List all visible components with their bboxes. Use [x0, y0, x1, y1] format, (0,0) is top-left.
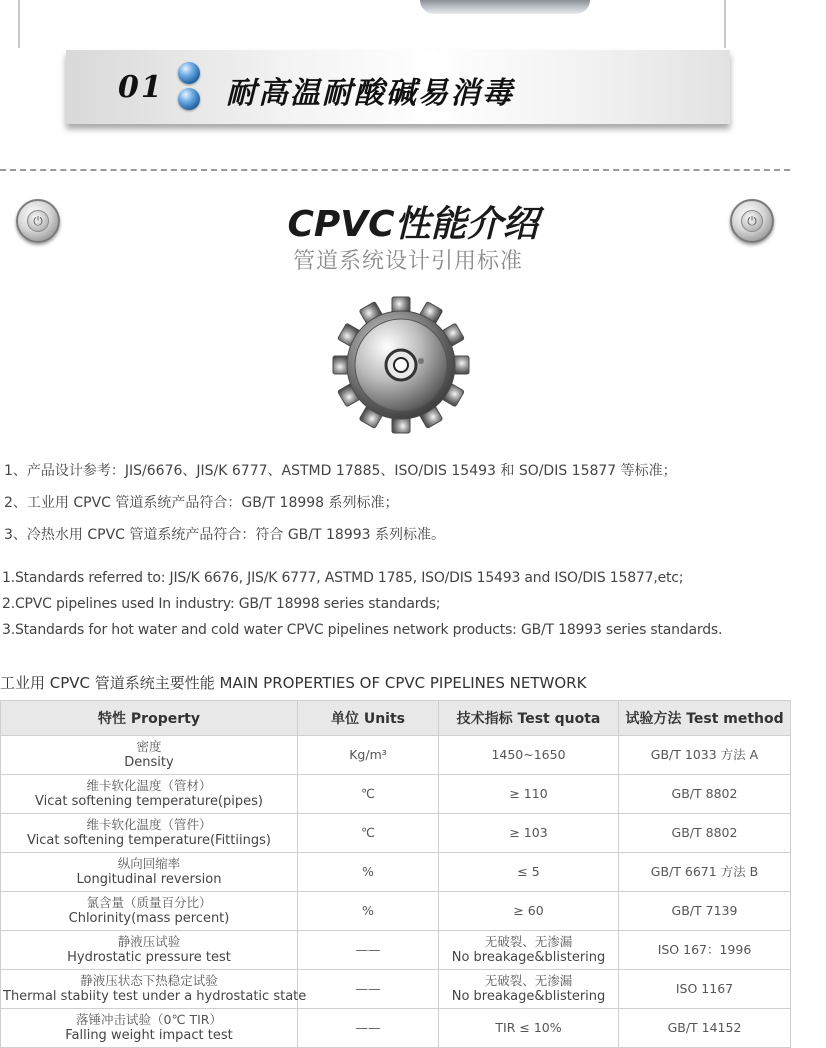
property-cell [1, 970, 307, 1009]
list-item: 3.Standards for hot water and cold water CPVC pipelines network products: GB/T 18993 series standards. [2, 622, 723, 638]
unit-cell: —— [298, 1009, 439, 1048]
method-cell: GB/T 8802 [619, 775, 791, 814]
section-subtitle: 管道系统设计引用标准 [292, 249, 523, 274]
method-cell: GB/T 8802 [619, 814, 791, 853]
method-cell: GB/T 6671 方法 B [619, 853, 791, 892]
property-cn: 静液压状态下热稳定试验 [80, 973, 218, 988]
unit-cell: % [298, 892, 439, 931]
method-cell: ISO 1167 [619, 970, 791, 1009]
quota-cell [439, 970, 619, 1009]
property-cn: 维卡软化温度（管件） [86, 817, 212, 832]
quota-cell [439, 814, 619, 853]
property-cell [1, 853, 298, 892]
blue-dot-icon [178, 62, 200, 84]
pipe-fitting-image [420, 0, 590, 14]
column-header: 试验方法 Test method [619, 701, 791, 736]
property-en: Chlorinity(mass percent) [68, 911, 230, 926]
table-header-row [1, 701, 791, 736]
quota-cell [439, 1009, 619, 1048]
property-cell [1, 736, 298, 775]
property-cell [1, 775, 298, 814]
table-row [1, 853, 791, 892]
table-row [1, 931, 791, 970]
column-header: 技术指标 Test quota [439, 701, 619, 736]
power-symbol-icon: ⏻ [27, 210, 49, 232]
property-cell [1, 814, 298, 853]
properties-table [0, 700, 791, 1048]
property-en: Hydrostatic pressure test [67, 950, 231, 965]
quota-cell [439, 853, 619, 892]
method-cell: GB/T 14152 [619, 1009, 791, 1048]
property-en: Thermal stabiity test under a hydrostatic state [3, 989, 307, 1004]
quota-cn: ≤ 5 [517, 864, 540, 879]
quota-cn: 无破裂、无渗漏 [484, 973, 573, 988]
dashed-divider [0, 169, 790, 171]
photo-frame-left [18, 0, 20, 48]
column-header: 单位 Units [298, 701, 439, 736]
quota-cn: ≥ 60 [513, 903, 544, 918]
property-cn: 氯含量（质量百分比） [86, 895, 212, 910]
property-cn: 密度 [136, 739, 162, 754]
property-cell [1, 892, 298, 931]
unit-cell: ℃ [298, 814, 439, 853]
method-cell: ISO 167：1996 [619, 931, 791, 970]
table-title: 工业用 CPVC 管道系统主要性能 MAIN PROPERTIES OF CPVC PIPELINES NETWORK [0, 674, 587, 692]
property-en: Vicat softening temperature(pipes) [35, 794, 263, 809]
property-en: Falling weight impact test [65, 1028, 233, 1043]
list-item: 1.Standards referred to: JIS/K 6676, JIS/K 6777, ASTMD 1785, ISO/DIS 15493 and ISO/DIS 15877,etc; [2, 570, 684, 586]
quota-cn: 无破裂、无渗漏 [484, 934, 573, 949]
property-en: Density [124, 755, 174, 770]
quota-en: No breakage&blistering [451, 950, 606, 965]
unit-cell: % [298, 853, 439, 892]
list-item: 2.CPVC pipelines used In industry: GB/T 18998 series standards; [2, 596, 441, 612]
standards-list-cn [4, 460, 790, 556]
column-header: 特性 Property [1, 701, 298, 736]
unit-cell: —— [298, 931, 439, 970]
quota-cell [439, 736, 619, 775]
section-title: CPVC性能介绍 [287, 204, 539, 245]
list-item: 1、产品设计参考：JIS/6676、JIS/K 6777、ASTMD 17885、ISO/DIS 15493 和 SO/DIS 15877 等标准； [4, 463, 677, 479]
property-cn: 落锤冲击试验（0℃ TIR） [76, 1012, 222, 1027]
quota-cn: ≥ 103 [509, 825, 548, 840]
table-row [1, 970, 791, 1009]
table-row [1, 775, 791, 814]
method-cell: GB/T 7139 [619, 892, 791, 931]
feature-banner [66, 50, 730, 124]
quota-cell [439, 931, 619, 970]
table-row [1, 1009, 791, 1048]
method-cell: GB/T 1033 方法 A [619, 736, 791, 775]
quota-en: No breakage&blistering [451, 989, 606, 1004]
gear-icon [332, 296, 470, 434]
table-row [1, 736, 791, 775]
quota-cn: 1450~1650 [491, 747, 566, 762]
standards-list-en [2, 568, 790, 646]
unit-cell: Kg/m³ [298, 736, 439, 775]
blue-dot-icon [178, 88, 200, 110]
photo-frame-right [724, 0, 726, 48]
power-symbol-icon: ⏻ [741, 210, 763, 232]
unit-cell: ℃ [298, 775, 439, 814]
property-en: Vicat softening temperature(Fittiings) [27, 833, 271, 848]
property-cell [1, 1009, 298, 1048]
feature-number: 01 [118, 70, 164, 105]
list-item: 3、冷热水用 CPVC 管道系统产品符合：符合 GB/T 18993 系列标准。 [4, 527, 445, 543]
table-row [1, 814, 791, 853]
property-cn: 纵向回缩率 [117, 856, 181, 871]
property-cell [1, 931, 298, 970]
quota-cn: TIR ≤ 10% [495, 1020, 562, 1035]
property-en: Longitudinal reversion [76, 872, 222, 887]
dots-icon [178, 62, 204, 112]
quota-cn: ≥ 110 [509, 786, 548, 801]
property-cn: 静液压试验 [117, 934, 181, 949]
table-row [1, 892, 791, 931]
quota-cell [439, 892, 619, 931]
quota-cell [439, 775, 619, 814]
unit-cell: —— [298, 970, 439, 1009]
top-photo-strip [0, 0, 790, 50]
feature-headline: 耐高温耐酸碱易消毒 [226, 76, 514, 111]
property-cn: 维卡软化温度（管材） [86, 778, 212, 793]
list-item: 2、工业用 CPVC 管道系统产品符合：GB/T 18998 系列标准； [4, 495, 399, 511]
